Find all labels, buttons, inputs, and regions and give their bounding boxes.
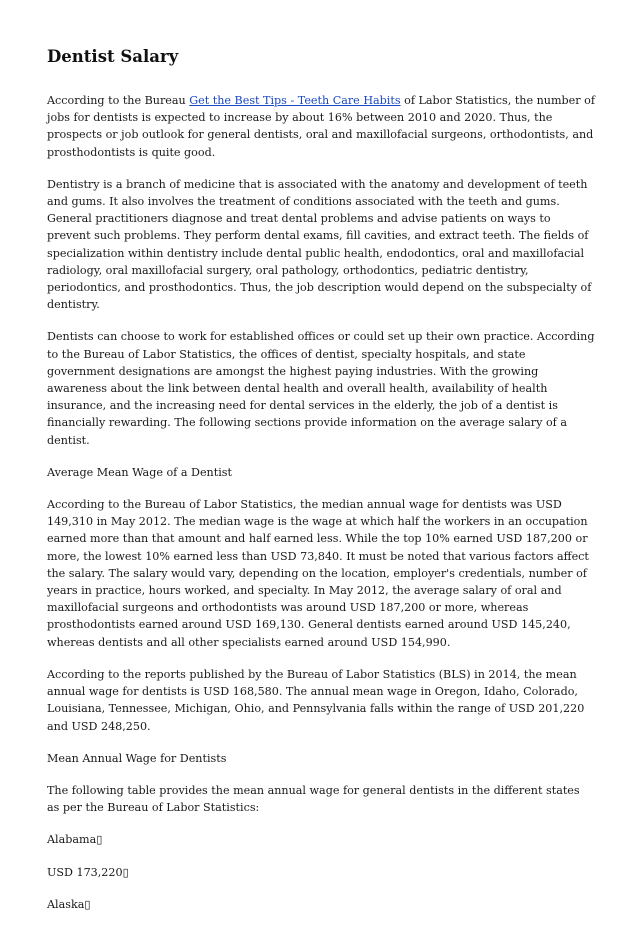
paragraph-dentistry: Dentistry is a branch of medicine that is associated with the anatomy and development of teeth and gums. It also involves the treatment of conditions associated with the teeth and gums. General practitioners diagnose and treat dental problems and advise patients on ways to prevent such problems. They perform dental exams, fill cavities, and extract teeth. The fields of specialization within dentistry include dental public health, endodontics, oral and maxillofacial radiology, oral maxillofacial surgery, oral pathology, orthodontics, pediatric dentistry, periodontics, and prosthodontics. Thus, the job description would depend on the subspecialty of dentistry. bbox=[47, 177, 592, 312]
box-glyph: ▯ bbox=[96, 833, 103, 847]
document-page bbox=[47, 46, 595, 928]
intro-text-before: According to the Bureau bbox=[47, 94, 190, 107]
heading-mean-annual-wage: Mean Annual Wage for Dentists bbox=[47, 751, 227, 765]
state-alabama: Alabama bbox=[47, 833, 97, 847]
intro-text-after: of Labor Statistics, the number of jobs for dentists is expected to increase by about 16% between 2010 and 2020. Thus, the prospects or job outlook for general dentists, oral and maxillofacial surgeons, orthodontists, and prosthodontists is quite good. bbox=[47, 94, 595, 159]
page-title: Dentist Salary bbox=[47, 47, 179, 66]
heading-average-wage: Average Mean Wage of a Dentist bbox=[47, 465, 232, 479]
paragraph-median-wage: According to the Bureau of Labor Statistics, the median annual wage for dentists was USD 149,310 in May 2012. The median wage is the wage at which half the workers in an occupation earned more than that amount and half earned less. While the top 10% earned USD 187,200 or more, the lowest 10% earned less than USD 73,840. It must be noted that various factors affect the salary. The salary would vary, depending on the location, employer's credentials, number of years in practice, hours worked, and specialty. In May 2012, the average salary of oral and maxillofacial surgeons and orthodontists was around USD 187,200 or more, whereas prosthodontists earned around USD 169,130. General dentists earned around USD 145,240, whereas dentists and all other specialists earned around USD 154,990. bbox=[47, 498, 589, 649]
paragraph-table-intro: The following table provides the mean annual wage for general dentists in the different states as per the Bureau of Labor Statistics: bbox=[47, 783, 580, 815]
paragraph-intro bbox=[47, 92, 595, 161]
box-glyph: ▯ bbox=[122, 865, 129, 879]
state-alaska: Alaska bbox=[47, 897, 85, 911]
list-item bbox=[47, 896, 595, 913]
list-item bbox=[47, 864, 595, 881]
wage-alabama: USD 173,220 bbox=[47, 865, 123, 879]
paragraph-work-settings: Dentists can choose to work for established offices or could set up their own practice. According to the Bureau of Labor Statistics, the offices of dentist, specialty hospitals, and state government designations are amongst the highest paying industries. With the growing awareness about the link between dental health and overall health, availability of health insurance, and the increasing need for dental services in the elderly, the job of a dentist is financially rewarding. The following sections provide information on the average salary of a dentist. bbox=[47, 330, 595, 447]
tips-link[interactable]: Get the Best Tips - Teeth Care Habits bbox=[189, 94, 401, 107]
box-glyph: ▯ bbox=[84, 897, 91, 911]
paragraph-bls-2014: According to the reports published by the Bureau of Labor Statistics (BLS) in 2014, the mean annual wage for dentists is USD 168,580. The annual mean wage in Oregon, Idaho, Colorado, Louisiana, Tennessee, Michigan, Ohio, and Pennsylvania falls within the range of USD 201,220 and USD 248,250. bbox=[47, 667, 585, 733]
list-item bbox=[47, 831, 595, 848]
